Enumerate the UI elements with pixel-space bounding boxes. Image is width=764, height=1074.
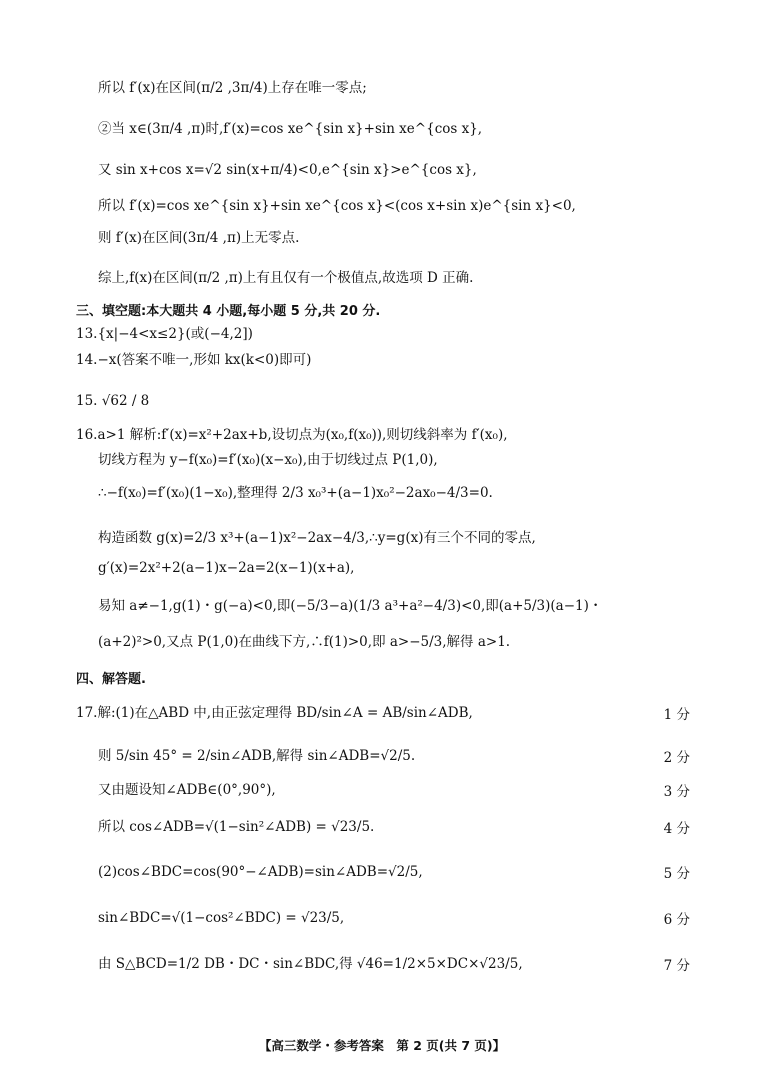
section-heading: 四、解答题. <box>76 672 146 687</box>
score-label: 4 分 <box>663 821 690 837</box>
text-line: 所以 f′(x)在区间(π/2 ,3π/4)上存在唯一零点; <box>98 80 367 96</box>
text-line: g′(x)=2x²+2(a−1)x−2a=2(x−1)(x+a), <box>98 560 355 576</box>
text-line: 易知 a≠−1,g(1)・g(−a)<0,即(−5/3−a)(1/3 a³+a²−4/3)<0,即(a+5/3)(a−1)・ <box>98 598 603 614</box>
text-line: (a+2)²>0,又点 P(1,0)在曲线下方,∴f(1)>0,即 a>−5/3,解得 a>1. <box>98 634 511 650</box>
solution-step: 则 5/sin 45° = 2/sin∠ADB,解得 sin∠ADB=√2/5. <box>98 748 416 764</box>
page-footer: 【高三数学・参考答案 第 2 页(共 7 页)】 <box>258 1038 506 1053</box>
score-label: 2 分 <box>663 750 690 766</box>
text-line: 所以 f′(x)=cos xe^{sin x}+sin xe^{cos x}<(cos x+sin x)e^{sin x}<0, <box>98 198 576 214</box>
answer-line: 13.{x|−4<x≤2}(或(−4,2]) <box>76 326 253 342</box>
text-line: 又 sin x+cos x=√2 sin(x+π/4)<0,e^{sin x}>e^{cos x}, <box>98 162 477 178</box>
score-label: 6 分 <box>663 912 690 928</box>
answer-line: 16.a>1 解析:f′(x)=x²+2ax+b,设切点为(x₀,f(x₀)),则切线斜率为 f′(x₀), <box>76 427 508 443</box>
score-label: 5 分 <box>663 866 690 882</box>
answer-line: 15. √62 / 8 <box>76 393 150 409</box>
score-label: 3 分 <box>663 784 690 800</box>
score-label: 1 分 <box>663 707 690 723</box>
text-line: ②当 x∈(3π/4 ,π)时,f′(x)=cos xe^{sin x}+sin xe^{cos x}, <box>98 121 483 137</box>
text-line: 构造函数 g(x)=2/3 x³+(a−1)x²−2ax−4/3,∴y=g(x)有三个不同的零点, <box>98 530 536 546</box>
solution-step: 所以 cos∠ADB=√(1−sin²∠ADB) = √23/5. <box>98 819 375 835</box>
solution-step: 17.解:(1)在△ABD 中,由正弦定理得 BD/sin∠A = AB/sin∠ADB, <box>76 705 473 721</box>
text-line: ∴−f(x₀)=f′(x₀)(1−x₀),整理得 2/3 x₀³+(a−1)x₀²−2ax₀−4/3=0. <box>98 485 493 501</box>
text-line: 综上,f(x)在区间(π/2 ,π)上有且仅有一个极值点,故选项 D 正确. <box>98 270 474 286</box>
text-line: 切线方程为 y−f(x₀)=f′(x₀)(x−x₀),由于切线过点 P(1,0), <box>98 452 438 468</box>
solution-step: sin∠BDC=√(1−cos²∠BDC) = √23/5, <box>98 910 345 926</box>
score-label: 7 分 <box>663 958 690 974</box>
answer-line: 14.−x(答案不唯一,形如 kx(k<0)即可) <box>76 352 312 368</box>
solution-step: (2)cos∠BDC=cos(90°−∠ADB)=sin∠ADB=√2/5, <box>98 864 423 880</box>
solution-step: 由 S△BCD=1/2 DB・DC・sin∠BDC,得 √46=1/2×5×DC×√23/5, <box>98 956 523 972</box>
solution-step: 又由题设知∠ADB∈(0°,90°), <box>98 782 276 798</box>
section-heading: 三、填空题:本大题共 4 小题,每小题 5 分,共 20 分. <box>76 304 381 319</box>
text-line: 则 f′(x)在区间(3π/4 ,π)上无零点. <box>98 230 300 246</box>
